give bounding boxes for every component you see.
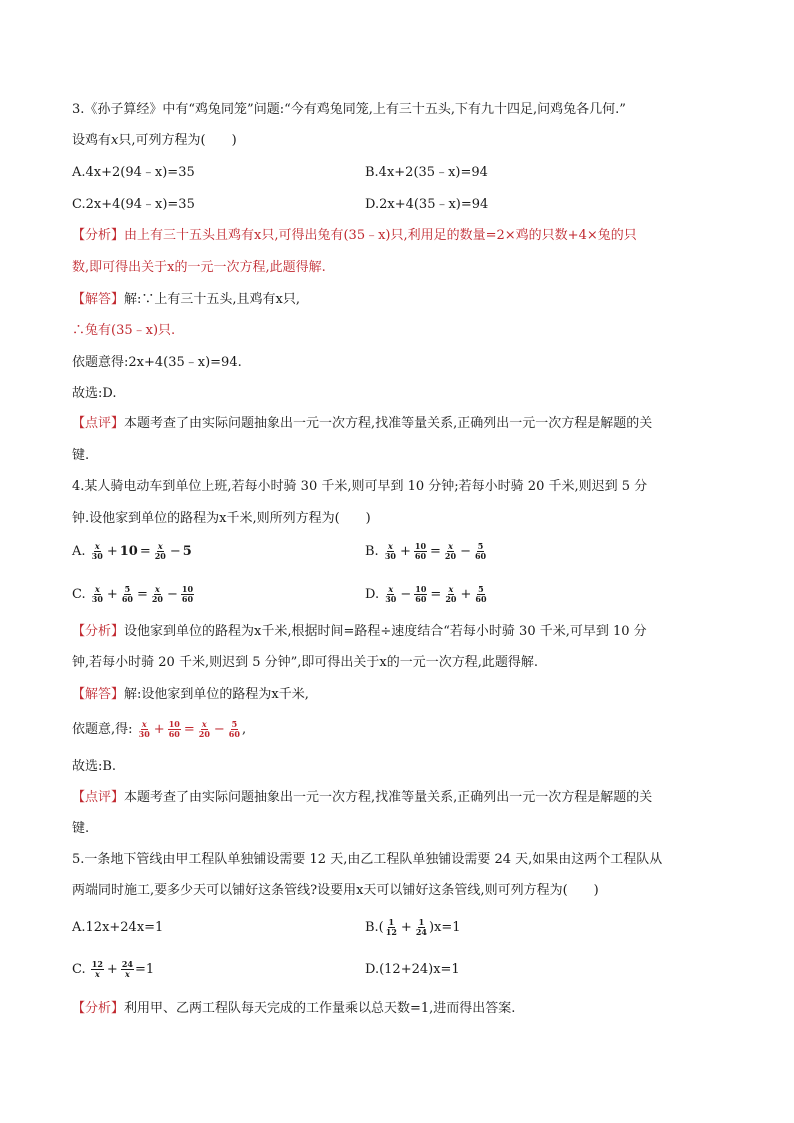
q3-option-c: C.2x+4(94﹣x)=35 bbox=[72, 197, 195, 212]
q4-comment-line2: 键. bbox=[72, 821, 90, 836]
analysis-tag: 【分析】 bbox=[72, 228, 125, 243]
q5-option-a: A.12x+24x=1 bbox=[72, 920, 164, 935]
q3-stem-line1: 3.《孙子算经》中有“鸡兔同笼”问题:“今有鸡兔同笼,上有三十五头,下有九十四足,问鸡兔各几何.” bbox=[72, 102, 626, 117]
q4-option-d: D. $\frac{x}{30}$ − $\frac{10}{60}$ = $\frac{x}{20}$ + $\frac{5}{60}$ bbox=[365, 584, 487, 604]
q4-answer-equation: $\frac{x}{30}$ + $\frac{10}{60}$ = $\frac{x}{20}$ − $\frac{5}{60}$ bbox=[138, 719, 240, 739]
q4-option-a: A. $\frac{x}{30}$ + 10 = $\frac{x}{20}$ − 5 bbox=[72, 541, 192, 561]
q5-analysis-line1: 【分析】利用甲、乙两工程队每天完成的工作量乘以总天数=1,进而得出答案. bbox=[72, 1001, 516, 1016]
q3-option-a: A.4x+2(94﹣x)=35 bbox=[72, 165, 195, 180]
answer-tag: 【解答】 bbox=[72, 292, 125, 307]
q3-answer-line1: 【解答】解:∵上有三十五头,且鸡有x只, bbox=[72, 292, 300, 307]
q4-answer-line1: 【解答】解:设他家到单位的路程为x千米, bbox=[72, 687, 309, 702]
q3-option-b: B.4x+2(35﹣x)=94 bbox=[365, 165, 488, 180]
q5-stem-line2: 两端同时施工,要多少天可以铺好这条管线?设要用x天可以铺好这条管线,则可列方程为( ) bbox=[72, 883, 599, 898]
q5-option-b: B.( $\frac{1}{12}$ + $\frac{1}{24}$ )x=1 bbox=[365, 917, 461, 937]
q5-stem-line1: 5.一条地下管线由甲工程队单独铺设需要 12 天,由乙工程队单独铺设需要 24 天,如果由这两个工程队从 bbox=[72, 852, 663, 867]
q3-answer-line4: 故选:D. bbox=[72, 386, 117, 401]
q3-comment-line1: 【点评】本题考查了由实际问题抽象出一元一次方程,找准等量关系,正确列出一元一次方程是解题的关 bbox=[72, 416, 653, 431]
q4-option-c: C. $\frac{x}{30}$ + $\frac{5}{60}$ = $\frac{x}{20}$ − $\frac{10}{60}$ bbox=[72, 584, 194, 604]
q4-answer-line2: 依题意,得: $\frac{x}{30}$ + $\frac{10}{60}$ = $\frac{x}{20}$ − $\frac{5}{60}$ , bbox=[72, 719, 247, 739]
analysis-tag: 【分析】 bbox=[72, 1001, 125, 1016]
q4-answer-line3: 故选:B. bbox=[72, 759, 117, 774]
q4-comment-line1: 【点评】本题考查了由实际问题抽象出一元一次方程,找准等量关系,正确列出一元一次方程是解题的关 bbox=[72, 790, 653, 805]
q4-stem-line1: 4.某人骑电动车到单位上班,若每小时骑 30 千米,则可早到 10 分钟;若每小时骑 20 千米,则迟到 5 分 bbox=[72, 479, 648, 494]
comment-tag: 【点评】 bbox=[72, 416, 125, 431]
comment-tag: 【点评】 bbox=[72, 790, 125, 805]
q4-analysis-line1: 【分析】设他家到单位的路程为x千米,根据时间=路程÷速度结合“若每小时骑 30 千米,可早到 10 分 bbox=[72, 624, 647, 639]
q5-option-d: D.(12+24)x=1 bbox=[365, 962, 460, 977]
q4-option-b: B. $\frac{x}{30}$ + $\frac{10}{60}$ = $\frac{x}{20}$ − $\frac{5}{60}$ bbox=[365, 541, 487, 561]
q3-option-d: D.2x+4(35﹣x)=94 bbox=[365, 197, 489, 212]
q5-option-c: C. $\frac{12}{x}$ + $\frac{24}{x}$ =1 bbox=[72, 959, 155, 979]
q3-answer-line2: ∴兔有(35﹣x)只. bbox=[72, 323, 176, 338]
analysis-tag: 【分析】 bbox=[72, 624, 125, 639]
q3-comment-line2: 键. bbox=[72, 448, 90, 463]
q3-analysis-line1: 【分析】由上有三十五头且鸡有x只,可得出兔有(35﹣x)只,利用足的数量=2×鸡的只数+4×兔的只 bbox=[72, 228, 637, 243]
q4-stem-line2: 钟.设他家到单位的路程为x千米,则所列方程为( ) bbox=[72, 511, 371, 526]
answer-tag: 【解答】 bbox=[72, 687, 125, 702]
q3-analysis-line2: 数,即可得出关于x的一元一次方程,此题得解. bbox=[72, 260, 326, 275]
q4-analysis-line2: 钟,若每小时骑 20 千米,则迟到 5 分钟”,即可得出关于x的一元一次方程,此题得解. bbox=[72, 655, 538, 670]
q3-answer-line3: 依题意得:2x+4(35﹣x)=94. bbox=[72, 355, 242, 370]
q3-stem-line2: 设鸡有x只,可列方程为( ) bbox=[72, 133, 237, 148]
